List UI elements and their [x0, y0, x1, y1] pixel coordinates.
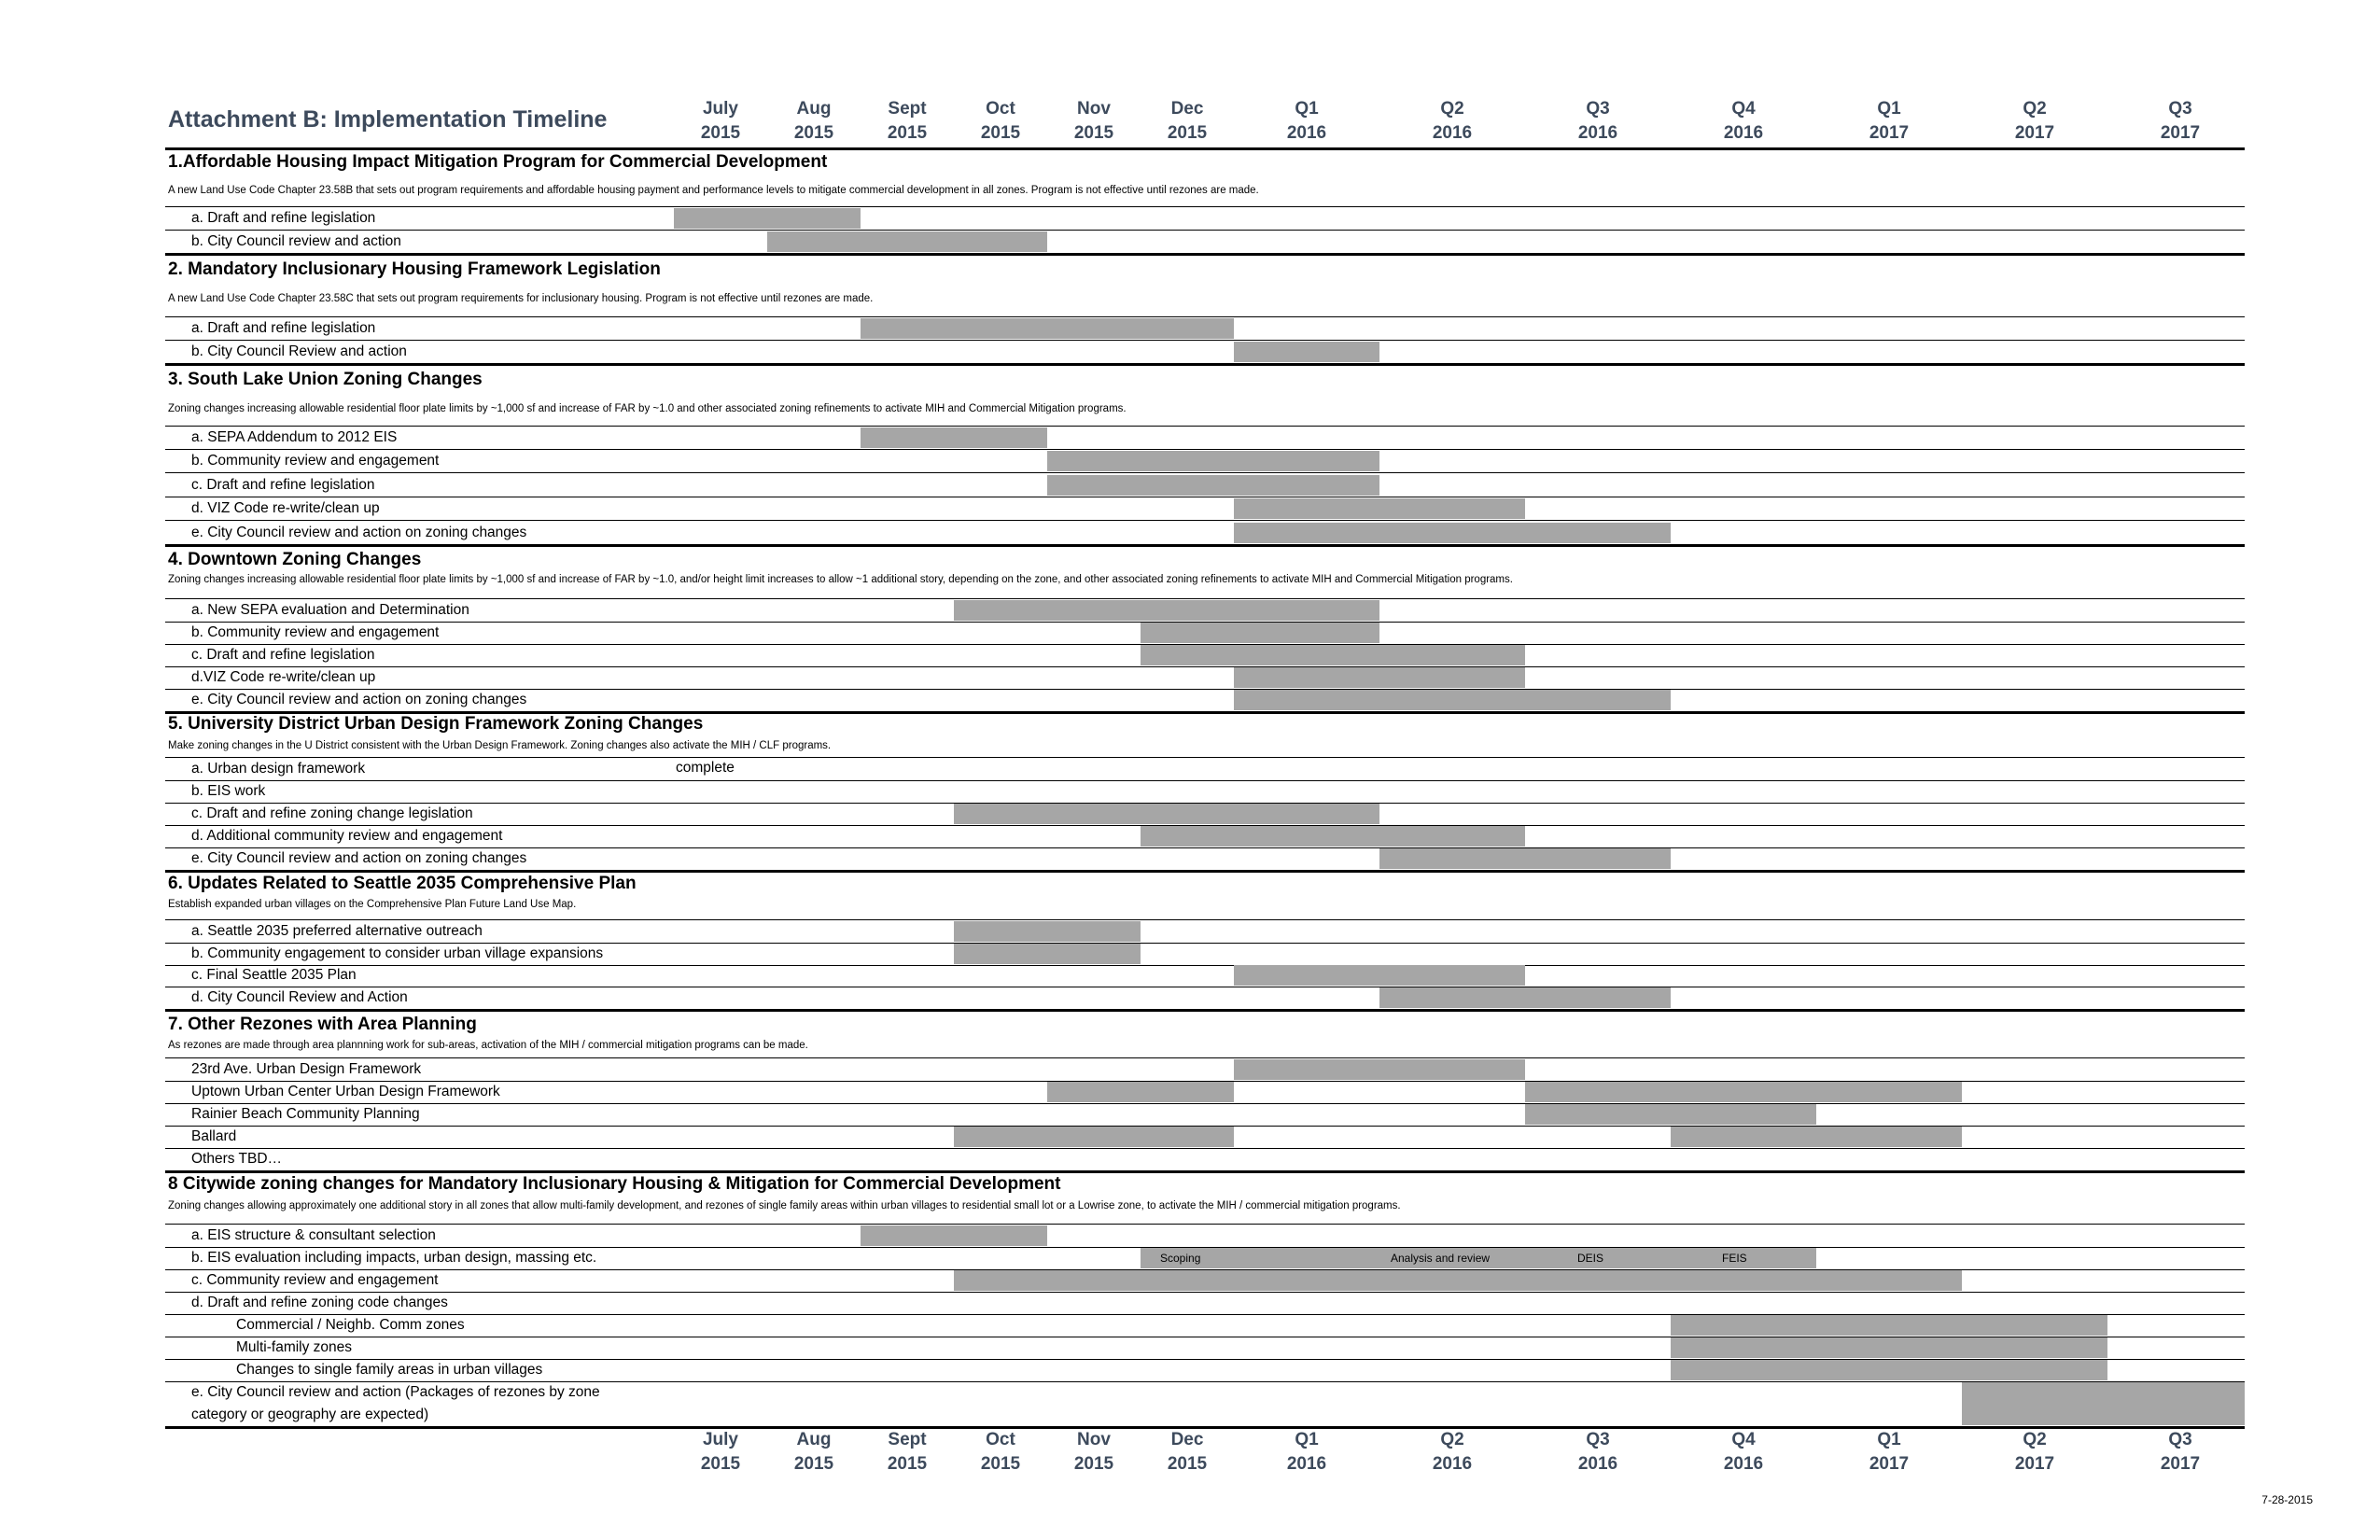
section-title: 5. University District Urban Design Framework Zoning Changes	[168, 714, 704, 734]
column-period-label: Dec	[1170, 99, 1204, 119]
section-description: Make zoning changes in the U District consistent with the Urban Design Framework. Zoning changes also activate the MIH / CLF programs.	[168, 740, 832, 751]
task-label: c. Draft and refine zoning change legislation	[191, 805, 473, 821]
row-divider	[165, 780, 2245, 781]
row-divider	[165, 472, 2245, 473]
column-period-label: Q3	[1586, 1430, 1610, 1449]
row-divider	[165, 520, 2245, 521]
section-description: A new Land Use Code Chapter 23.58B that sets out program requirements and affordable housing payment and performance levels to mitigate commercial development in all zones. Program is not effective until rezones are made.	[168, 185, 1259, 196]
timeline-bar	[1962, 1382, 2245, 1425]
column-period-label: Q1	[1295, 99, 1319, 119]
column-year-label: 2017	[2160, 1454, 2201, 1474]
row-divider	[165, 919, 2245, 920]
row-divider	[165, 340, 2245, 341]
column-period-label: Oct	[986, 1430, 1015, 1449]
row-divider	[165, 689, 2245, 690]
column-year-label: 2017	[2014, 123, 2055, 143]
timeline-bar	[954, 600, 1379, 621]
column-period-label: Aug	[796, 99, 832, 119]
row-divider	[165, 449, 2245, 450]
row-divider	[165, 1381, 2245, 1382]
column-year-label: 2016	[1286, 123, 1327, 143]
timeline-bar	[954, 921, 1141, 942]
column-year-label: 2015	[793, 1454, 834, 1474]
task-label: Uptown Urban Center Urban Design Framework	[191, 1084, 500, 1099]
timeline-bar	[1234, 1059, 1525, 1080]
task-label: b. EIS evaluation including impacts, urban design, massing etc.	[191, 1250, 597, 1266]
timeline-bar	[1234, 667, 1525, 688]
task-label: e. City Council review and action (Packages of rezones by zone	[191, 1384, 600, 1400]
column-period-label: Q2	[2023, 99, 2047, 119]
column-period-label: Q1	[1295, 1430, 1319, 1449]
row-divider	[165, 363, 2245, 366]
header-column-9	[1671, 97, 1816, 146]
section-title: 2. Mandatory Inclusionary Housing Framework Legislation	[168, 259, 661, 279]
header-column-3	[954, 97, 1047, 146]
task-label: a. Urban design framework	[191, 761, 366, 777]
timeline-bar	[1141, 623, 1379, 643]
phase-label: Analysis and review	[1391, 1252, 1491, 1265]
timeline-bar	[1047, 475, 1379, 496]
section-title: 8 Citywide zoning changes for Mandatory Inclusionary Housing & Mitigation for Commercial Development	[168, 1174, 1061, 1194]
task-label: Rainier Beach Community Planning	[191, 1106, 420, 1122]
footer-column-0	[674, 1428, 767, 1477]
row-divider	[165, 1057, 2245, 1058]
column-year-label: 2017	[1869, 1454, 1910, 1474]
header-column-6	[1234, 97, 1379, 146]
date-stamp: 7-28-2015	[2261, 1493, 2313, 1506]
column-period-label: Aug	[796, 1430, 832, 1449]
column-period-label: Q2	[1440, 1430, 1464, 1449]
task-label: b. City Council review and action	[191, 233, 401, 249]
timeline-bar	[861, 427, 1047, 448]
column-period-label: Q3	[1586, 99, 1610, 119]
column-period-label: Q2	[2023, 1430, 2047, 1449]
task-label: c. Community review and engagement	[191, 1272, 439, 1288]
timeline-bar	[954, 1270, 1962, 1291]
header-column-2	[861, 97, 954, 146]
task-label: 23rd Ave. Urban Design Framework	[191, 1061, 422, 1077]
task-label: Changes to single family areas in urban villages	[236, 1362, 543, 1378]
footer-column-5	[1141, 1428, 1234, 1477]
column-period-label: Oct	[986, 99, 1015, 119]
task-label: e. City Council review and action on zoning changes	[191, 692, 527, 707]
task-label: c. Final Seattle 2035 Plan	[191, 967, 357, 983]
row-divider	[165, 870, 2245, 873]
column-period-label: Nov	[1077, 99, 1111, 119]
column-year-label: 2015	[1167, 1454, 1208, 1474]
header-column-7	[1379, 97, 1525, 146]
row-divider	[165, 1148, 2245, 1149]
timeline-bar	[1234, 690, 1671, 710]
timeline-bar	[1671, 1360, 2107, 1380]
column-year-label: 2017	[2014, 1454, 2055, 1474]
task-label: c. Draft and refine legislation	[191, 647, 375, 663]
task-label-continued: category or geography are expected)	[191, 1407, 429, 1422]
task-label: a. Seattle 2035 preferred alternative outreach	[191, 923, 483, 939]
timeline-bar	[954, 804, 1379, 824]
column-year-label: 2016	[1577, 123, 1618, 143]
row-divider	[165, 253, 2245, 256]
row-divider	[165, 206, 2245, 207]
column-year-label: 2015	[700, 123, 741, 143]
column-year-label: 2015	[887, 123, 928, 143]
row-divider	[165, 598, 2245, 599]
column-year-label: 2016	[1432, 123, 1473, 143]
timeline-bar	[1141, 826, 1525, 847]
column-year-label: 2017	[2160, 123, 2201, 143]
task-label: e. City Council review and action on zoning changes	[191, 850, 527, 866]
column-period-label: Nov	[1077, 1430, 1111, 1449]
footer-column-4	[1047, 1428, 1141, 1477]
section-description: A new Land Use Code Chapter 23.58C that sets out program requirements for inclusionary housing. Program is not effective until rezones are made.	[168, 293, 874, 304]
section-title: 1.Affordable Housing Impact Mitigation Program for Commercial Development	[168, 152, 828, 172]
column-period-label: Dec	[1170, 1430, 1204, 1449]
column-year-label: 2016	[1577, 1454, 1618, 1474]
section-description: Zoning changes increasing allowable residential floor plate limits by ~1,000 sf and increase of FAR by ~1.0 and other associated zoning refinements to activate MIH and Commercial Mitigation programs.	[168, 403, 1127, 414]
row-divider	[165, 666, 2245, 667]
column-year-label: 2016	[1723, 1454, 1764, 1474]
section-description: Establish expanded urban villages on the Comprehensive Plan Future Land Use Map.	[168, 899, 577, 910]
task-label: d. Additional community review and engagement	[191, 828, 503, 844]
footer-column-2	[861, 1428, 954, 1477]
timeline-bar	[1047, 451, 1379, 471]
column-year-label: 2016	[1286, 1454, 1327, 1474]
footer-column-12	[2107, 1428, 2253, 1477]
row-divider	[165, 1224, 2245, 1225]
column-period-label: Q3	[2168, 1430, 2192, 1449]
timeline-bar	[1379, 987, 1671, 1008]
timeline-bar	[861, 318, 1234, 339]
task-label: b. EIS work	[191, 783, 266, 799]
section-title: 7. Other Rezones with Area Planning	[168, 1015, 477, 1034]
timeline-bar	[1525, 1082, 1962, 1102]
footer-column-9	[1671, 1428, 1816, 1477]
task-label: Others TBD…	[191, 1151, 283, 1167]
header-column-12	[2107, 97, 2253, 146]
header-column-8	[1525, 97, 1671, 146]
row-divider	[165, 426, 2245, 427]
column-year-label: 2015	[980, 1454, 1021, 1474]
row-divider	[165, 544, 2245, 547]
task-label: a. Draft and refine legislation	[191, 210, 376, 226]
footer-column-6	[1234, 1428, 1379, 1477]
timeline-bar	[1234, 523, 1671, 543]
column-period-label: Q1	[1877, 1430, 1901, 1449]
footer-column-10	[1816, 1428, 1962, 1477]
timeline-bar	[954, 944, 1141, 964]
section-description: Zoning changes allowing approximately one additional story in all zones that allow multi-family development, and rezones of single family areas within urban villages to residential small lot or a Lowrise zone, to activate the MIH / commercial mitigation programs.	[168, 1200, 1401, 1211]
column-year-label: 2015	[1073, 123, 1114, 143]
task-label: Ballard	[191, 1128, 237, 1144]
section-title: 6. Updates Related to Seattle 2035 Comprehensive Plan	[168, 874, 637, 893]
row-divider	[165, 1009, 2245, 1012]
section-description: As rezones are made through area plannning work for sub-areas, activation of the MIH / commercial mitigation programs can be made.	[168, 1040, 808, 1051]
timeline-bar	[1671, 1127, 1962, 1147]
task-label: a. EIS structure & consultant selection	[191, 1227, 436, 1243]
page-title: Attachment B: Implementation Timeline	[168, 106, 608, 133]
task-label: d.VIZ Code re-write/clean up	[191, 669, 376, 685]
timeline-bar	[1671, 1337, 2107, 1358]
timeline-bar	[1141, 645, 1525, 665]
row-divider	[165, 1170, 2245, 1173]
header-column-5	[1141, 97, 1234, 146]
row-divider	[165, 757, 2245, 758]
footer-column-7	[1379, 1428, 1525, 1477]
column-year-label: 2017	[1869, 123, 1910, 143]
task-label: c. Draft and refine legislation	[191, 477, 375, 493]
column-year-label: 2015	[700, 1454, 741, 1474]
phase-label: Scoping	[1160, 1252, 1201, 1265]
header-column-4	[1047, 97, 1141, 146]
task-label: b. Community review and engagement	[191, 624, 440, 640]
row-divider	[165, 147, 2245, 150]
task-label: e. City Council review and action on zoning changes	[191, 525, 527, 540]
task-label: a. Draft and refine legislation	[191, 320, 376, 336]
column-period-label: Sept	[888, 99, 927, 119]
timeline-bar	[1379, 848, 1671, 869]
timeline-bar	[861, 1225, 1047, 1246]
column-period-label: Q2	[1440, 99, 1464, 119]
task-label: a. New SEPA evaluation and Determination	[191, 602, 469, 618]
row-divider	[165, 943, 2245, 944]
header-column-10	[1816, 97, 1962, 146]
task-label: d. Draft and refine zoning code changes	[191, 1295, 448, 1310]
column-period-label: Q3	[2168, 99, 2192, 119]
timeline-bar	[1234, 342, 1379, 362]
row-divider	[165, 230, 2245, 231]
header-column-1	[767, 97, 861, 146]
column-year-label: 2015	[1073, 1454, 1114, 1474]
column-year-label: 2015	[1167, 123, 1208, 143]
task-label: Commercial / Neighb. Comm zones	[236, 1317, 465, 1333]
footer-column-11	[1962, 1428, 2107, 1477]
task-label: a. SEPA Addendum to 2012 EIS	[191, 429, 398, 445]
timeline-bar	[1525, 1104, 1816, 1125]
header-column-0	[674, 97, 767, 146]
timeline-bar	[767, 231, 1047, 252]
row-divider	[165, 965, 2245, 966]
column-year-label: 2016	[1432, 1454, 1473, 1474]
column-period-label: Q1	[1877, 99, 1901, 119]
status-note: complete	[676, 760, 735, 776]
timeline-bar	[954, 1127, 1234, 1147]
task-label: b. Community review and engagement	[191, 453, 440, 469]
row-divider	[165, 847, 2245, 848]
column-year-label: 2015	[980, 123, 1021, 143]
column-period-label: Q4	[1731, 99, 1756, 119]
header-column-11	[1962, 97, 2107, 146]
footer-column-1	[767, 1428, 861, 1477]
column-period-label: Sept	[888, 1430, 927, 1449]
task-label: b. City Council Review and action	[191, 343, 407, 359]
timeline-bar	[1671, 1315, 2107, 1336]
row-divider	[165, 1103, 2245, 1104]
column-period-label: July	[702, 1430, 739, 1449]
section-title: 4. Downtown Zoning Changes	[168, 550, 422, 569]
row-divider	[165, 316, 2245, 317]
section-description: Zoning changes increasing allowable residential floor plate limits by ~1,000 sf and increase of FAR by ~1.0, and/or height limit increases to allow ~1 additional story, depending on the zone, and other associated zoning refinements to activate MIH and Commercial Mitigation programs.	[168, 574, 1513, 585]
timeline-bar	[1234, 498, 1525, 519]
task-label: b. Community engagement to consider urban village expansions	[191, 945, 604, 961]
footer-column-8	[1525, 1428, 1671, 1477]
footer-column-3	[954, 1428, 1047, 1477]
timeline-bar	[674, 208, 861, 229]
timeline-bar	[1234, 965, 1525, 986]
column-year-label: 2015	[793, 123, 834, 143]
timeline-bar	[1047, 1082, 1234, 1102]
row-divider	[165, 1292, 2245, 1293]
section-title: 3. South Lake Union Zoning Changes	[168, 370, 483, 389]
task-label: d. City Council Review and Action	[191, 989, 408, 1005]
column-year-label: 2016	[1723, 123, 1764, 143]
column-period-label: Q4	[1731, 1430, 1756, 1449]
task-label: d. VIZ Code re-write/clean up	[191, 500, 380, 516]
task-label: Multi-family zones	[236, 1339, 353, 1355]
phase-label: FEIS	[1722, 1252, 1747, 1265]
column-year-label: 2015	[887, 1454, 928, 1474]
column-period-label: July	[702, 99, 739, 119]
phase-label: DEIS	[1577, 1252, 1604, 1265]
